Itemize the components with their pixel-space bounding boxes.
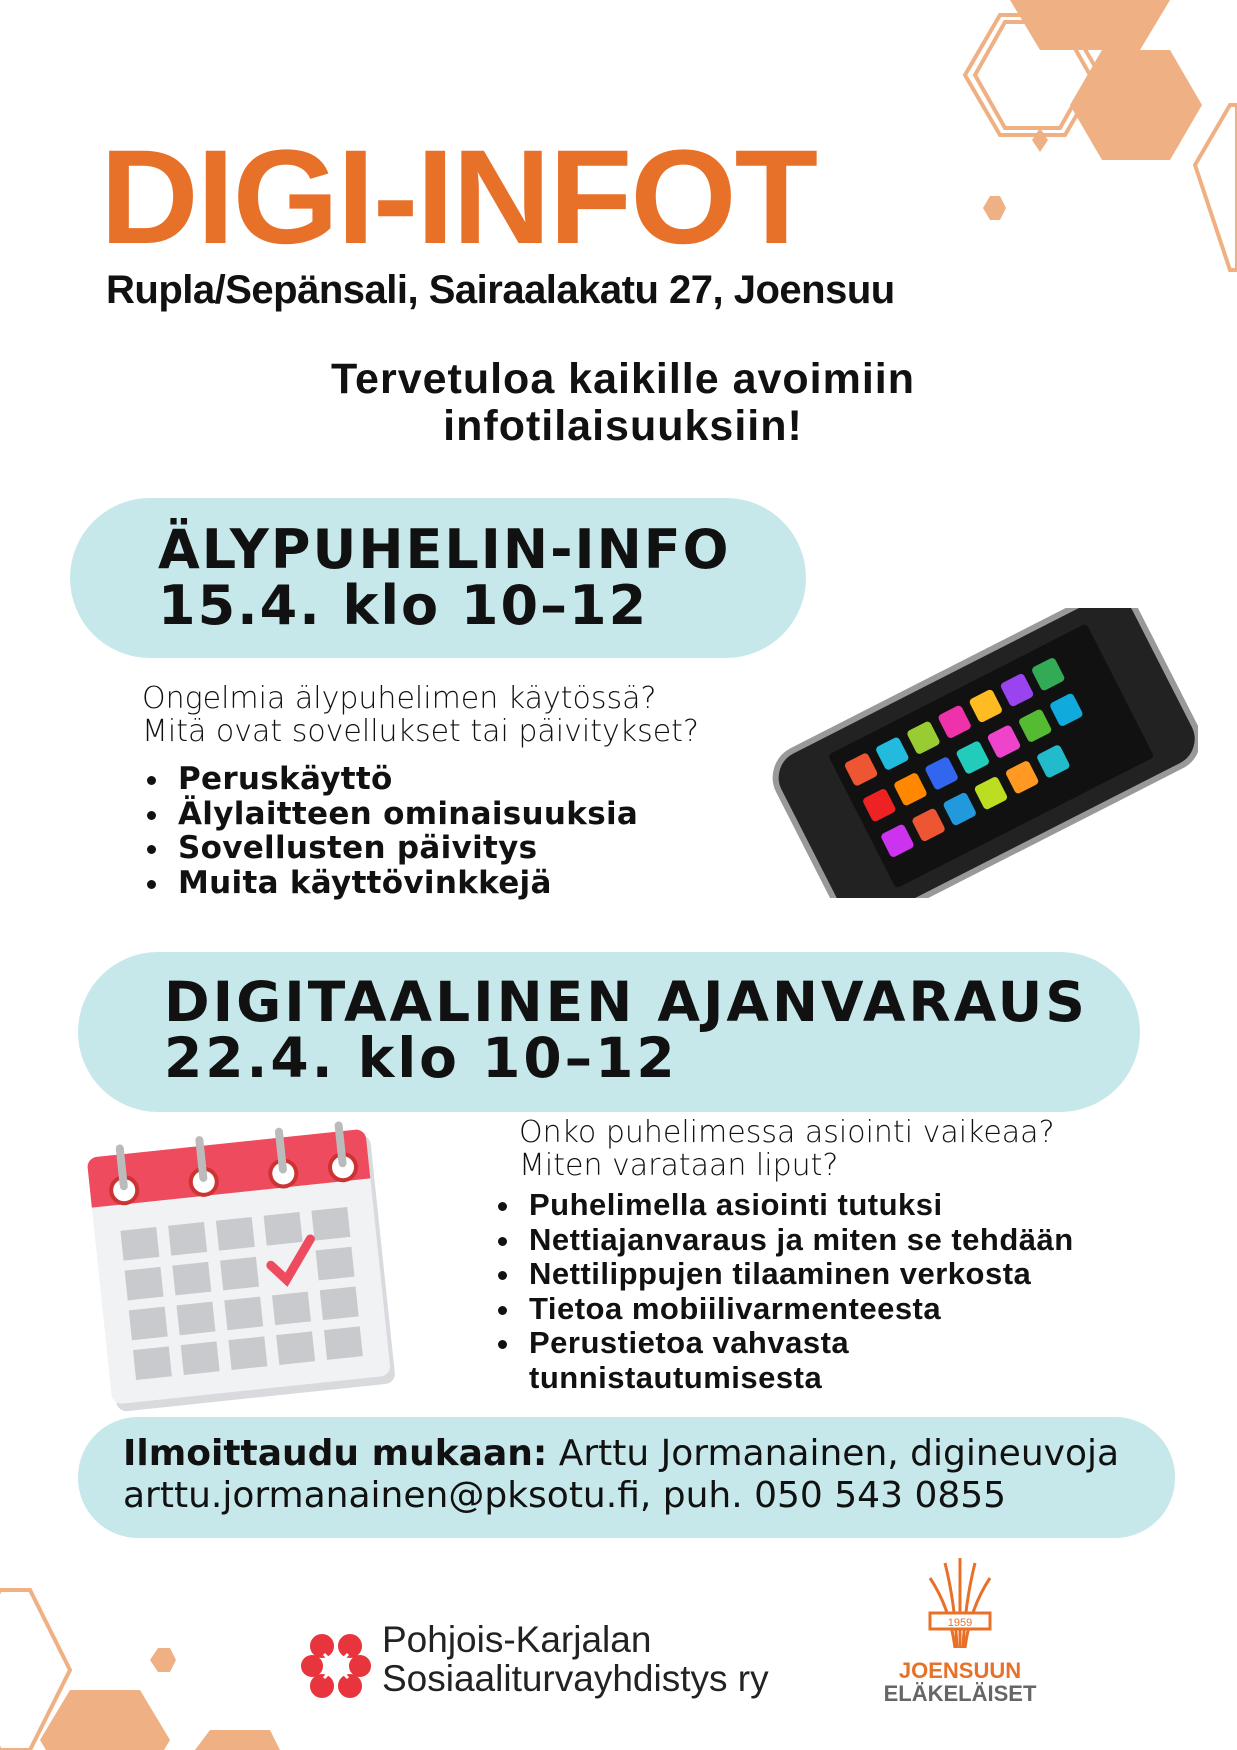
wheat-sheaf-icon: [915, 1553, 1005, 1655]
hexagon-decoration-top: [940, 0, 1237, 290]
je-line-1: JOENSUUN: [898, 1658, 1022, 1683]
event2-banner: [78, 952, 1140, 1112]
list-item: Älylaitteen ominaisuuksia: [142, 797, 638, 832]
welcome-line-2: infotilaisuuksiin!: [443, 402, 803, 450]
hexagon-decoration-bottom: [0, 1580, 280, 1750]
welcome-line-1: Tervetuloa kaikille avoimiin: [330, 355, 916, 403]
list-item: Sovellusten päivitys: [142, 831, 638, 866]
event1-time: 15.4. klo 10–12: [158, 574, 649, 637]
event2-time: 22.4. klo 10–12: [164, 1026, 678, 1090]
list-item: Muita käyttövinkkejä: [142, 866, 638, 901]
event1-intro: [142, 682, 699, 748]
page-title: DIGI-INFOT: [100, 123, 817, 272]
list-item: Tietoa mobiilivarmenteesta: [493, 1292, 1213, 1327]
event1-title: ÄLYPUHELIN-INFO: [158, 518, 731, 581]
event1-banner: [70, 498, 806, 658]
smartphone-image: [753, 608, 1198, 898]
founding-year: 1959: [947, 1617, 973, 1629]
event2-question-1: Onko puhelimessa asiointi vaikeaa?: [519, 1115, 1055, 1150]
signup-contact: Arttu Jormanainen, digineuvoja: [558, 1433, 1120, 1474]
list-item: Peruskäyttö: [142, 762, 638, 797]
venue-address: Rupla/Sepänsali, Sairaalakatu 27, Joensuu: [106, 268, 895, 312]
welcome-text: [0, 356, 1237, 450]
signup-banner: [78, 1417, 1175, 1538]
list-item: Perustietoa vahvasta tunnistautumisesta: [493, 1326, 973, 1395]
list-item: Nettilippujen tilaaminen verkosta: [493, 1257, 1213, 1292]
list-item: Puhelimella asiointi tutuksi: [493, 1188, 1213, 1223]
signup-label: Ilmoittaudu mukaan:: [123, 1433, 548, 1474]
event2-intro: [519, 1116, 1055, 1182]
event1-topics: [142, 762, 638, 900]
pks-logo: [300, 1620, 820, 1710]
signup-details: arttu.jormanainen@pksotu.fi, puh. 050 543 0855: [123, 1475, 1007, 1516]
event2-question-2: Miten varataan liput?: [519, 1148, 839, 1183]
event1-question-2: Mitä ovat sovellukset tai päivitykset?: [142, 714, 699, 749]
list-item: Nettiajanvaraus ja miten se tehdään: [493, 1223, 1213, 1258]
pks-line-1: Pohjois-Karjalan: [382, 1619, 652, 1660]
je-line-2: ELÄKELÄISET: [883, 1681, 1037, 1706]
joensuun-elakelaiset-logo: [870, 1553, 1050, 1715]
event2-title: DIGITAALINEN AJANVARAUS: [164, 970, 1088, 1034]
event1-question-1: Ongelmia älypuhelimen käytössä?: [142, 681, 657, 716]
event2-topics: [493, 1188, 1213, 1395]
heart-cross-icon: [300, 1630, 372, 1702]
pks-line-2: Sosiaaliturvayhdistys ry: [382, 1658, 769, 1699]
calendar-image: [85, 1108, 410, 1428]
